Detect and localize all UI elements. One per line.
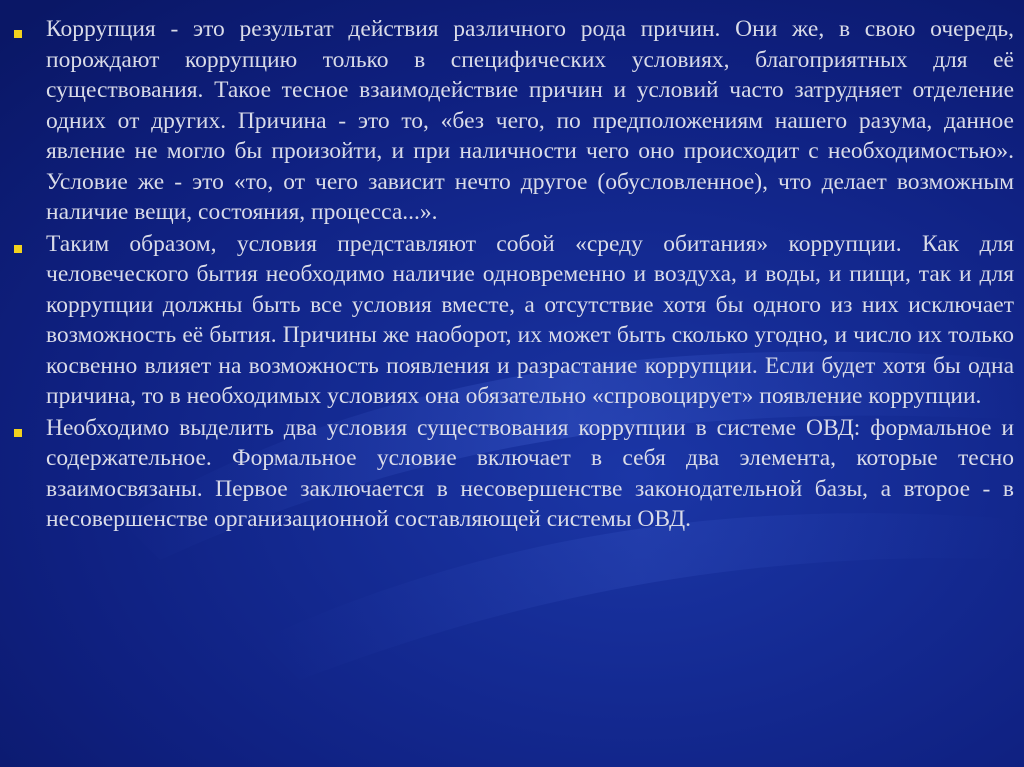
bullet-item-1 — [14, 14, 1014, 228]
bullet-square-icon — [14, 245, 22, 253]
bullet-text-3: Необходимо выделить два условия существования коррупции в системе ОВД: формальное и содержательное. Формальное условие включает в себя два элемента, которые тесно взаимосвязаны. Первое заключается в несовершенстве законодательной базы, а второе - в несовершенстве организационной составляющей системы ОВД. — [46, 414, 1014, 532]
bullet-square-icon — [14, 429, 22, 437]
bullet-text-2: Таким образом, условия представляют собой «среду обитания» коррупции. Как для человеческого бытия необходимо наличие одновременно и воздуха, и воды, и пищи, так и для коррупции должны быть все условия вместе, а отсутствие хотя бы одного из них исключает возможность её бытия. Причины же наоборот, их может быть сколько угодно, и число их только косвенно влияет на возможность появления и разрастание коррупции. Если будет хотя бы одна причина, то в необходимых условиях она обязательно «спровоцирует» появление коррупции. — [46, 230, 1014, 409]
bullet-text-1: Коррупция - это результат действия различного рода причин. Они же, в свою очередь, порождают коррупцию только в специфических условиях, благоприятных для её существования. Такое тесное взаимодействие причин и условий часто затрудняет отделение одних от других. Причина - это то, «без чего, по предположениям нашего разума, данное явление не могло бы произойти, и при наличности чего оно происходит с необходимостью». Условие же - это «то, от чего зависит нечто другое (обусловленное), что делает возможным наличие вещи, состояния, процесса...». — [46, 16, 1014, 225]
bullet-square-icon — [14, 30, 22, 38]
slide-content — [14, 14, 1014, 536]
bullet-item-2 — [14, 229, 1014, 412]
bullet-list — [14, 14, 1014, 535]
bullet-item-3 — [14, 413, 1014, 535]
